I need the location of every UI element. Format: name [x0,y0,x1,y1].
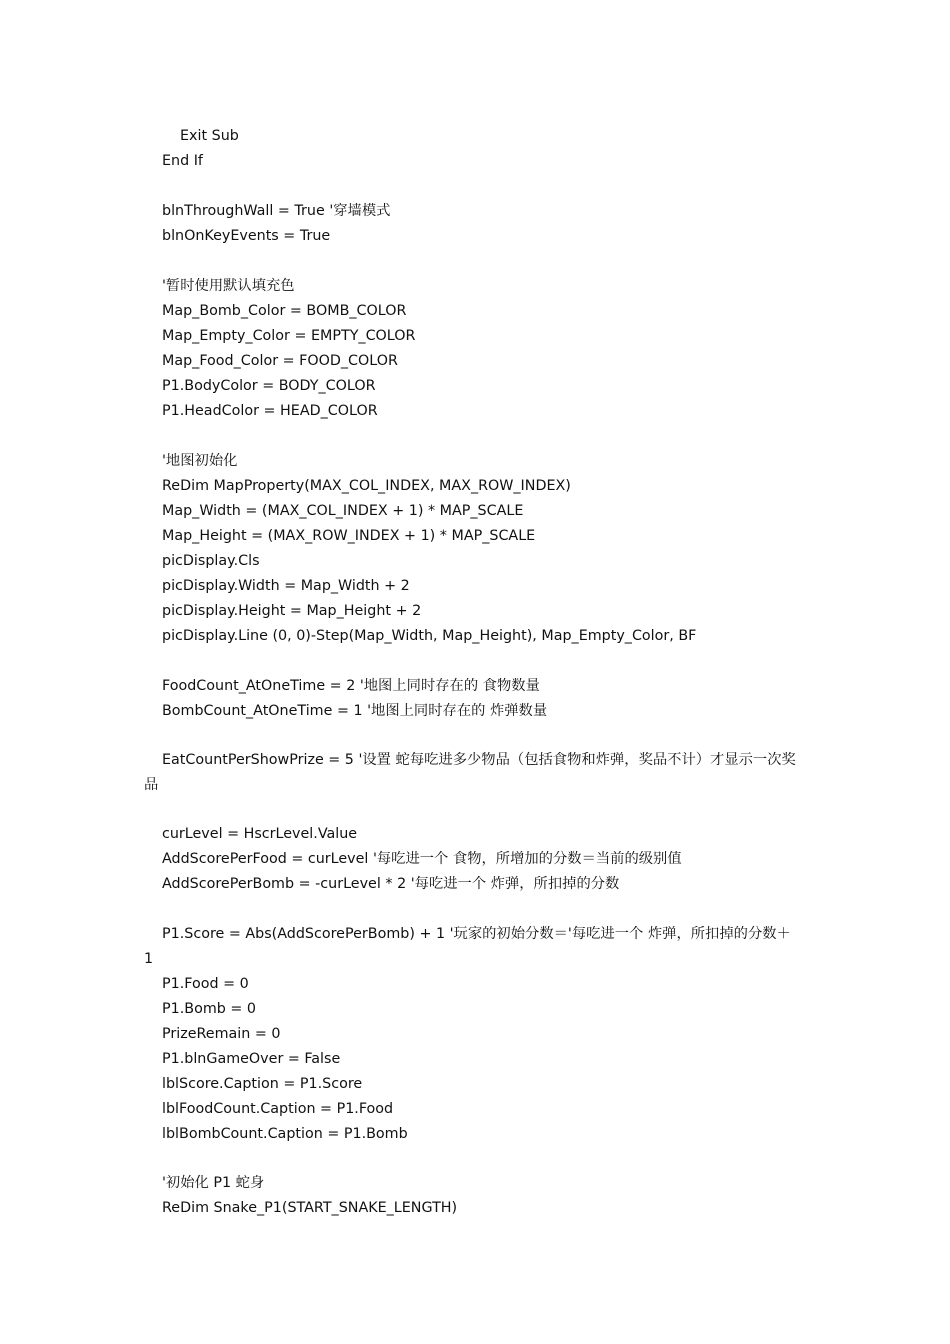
code-comment: '暂时使用默认填充色 [162,278,295,294]
code-line: picDisplay.Cls [162,553,260,569]
code-line: P1.Score = Abs(AddScorePerBomb) + 1 '玩家的初始分数＝'每吃进一个 炸弹，所扣掉的分数＋ [162,926,791,942]
code-line: Map_Width = (MAX_COL_INDEX + 1) * MAP_SCALE [162,503,524,519]
code-line: lblScore.Caption = P1.Score [162,1076,363,1092]
code-line: lblBombCount.Caption = P1.Bomb [162,1126,408,1142]
code-line: P1.Food = 0 [162,976,249,992]
code-line: Map_Empty_Color = EMPTY_COLOR [162,328,416,344]
code-line: PrizeRemain = 0 [162,1026,281,1042]
code-line: blnOnKeyEvents = True [162,228,331,244]
code-line-wrap: 1 [144,951,154,967]
code-line: BombCount_AtOneTime = 1 '地图上同时存在的 炸弹数量 [162,703,548,719]
code-line: AddScorePerFood = curLevel '每吃进一个 食物，所增加的分数＝当前的级别值 [162,851,682,867]
code-line-wrap: 品 [144,777,159,793]
code-line: P1.BodyColor = BODY_COLOR [162,378,376,394]
code-line: picDisplay.Line (0, 0)-Step(Map_Width, Map_Height), Map_Empty_Color, BF [162,628,697,644]
code-line: End If [162,153,203,169]
code-line: P1.HeadColor = HEAD_COLOR [162,403,378,419]
code-comment: '初始化 P1 蛇身 [162,1175,265,1191]
code-line: P1.blnGameOver = False [162,1051,341,1067]
code-line: lblFoodCount.Caption = P1.Food [162,1101,394,1117]
code-line: blnThroughWall = True '穿墙模式 [162,203,391,219]
code-line: Exit Sub [180,128,239,144]
code-line: AddScorePerBomb = -curLevel * 2 '每吃进一个 炸弹，所扣掉的分数 [162,876,620,892]
code-line: EatCountPerShowPrize = 5 '设置 蛇每吃进多少物品（包括食物和炸弹，奖品不计）才显示一次奖 [162,752,796,768]
code-line: picDisplay.Width = Map_Width + 2 [162,578,410,594]
code-comment: '地图初始化 [162,453,238,469]
code-line: Map_Bomb_Color = BOMB_COLOR [162,303,407,319]
code-line: Map_Height = (MAX_ROW_INDEX + 1) * MAP_SCALE [162,528,536,544]
code-line: P1.Bomb = 0 [162,1001,256,1017]
code-line: FoodCount_AtOneTime = 2 '地图上同时存在的 食物数量 [162,678,540,694]
code-line: ReDim MapProperty(MAX_COL_INDEX, MAX_ROW_INDEX) [162,478,571,494]
code-line: curLevel = HscrLevel.Value [162,826,358,842]
code-line: Map_Food_Color = FOOD_COLOR [162,353,398,369]
code-line: picDisplay.Height = Map_Height + 2 [162,603,422,619]
code-line: ReDim Snake_P1(START_SNAKE_LENGTH) [162,1200,458,1216]
